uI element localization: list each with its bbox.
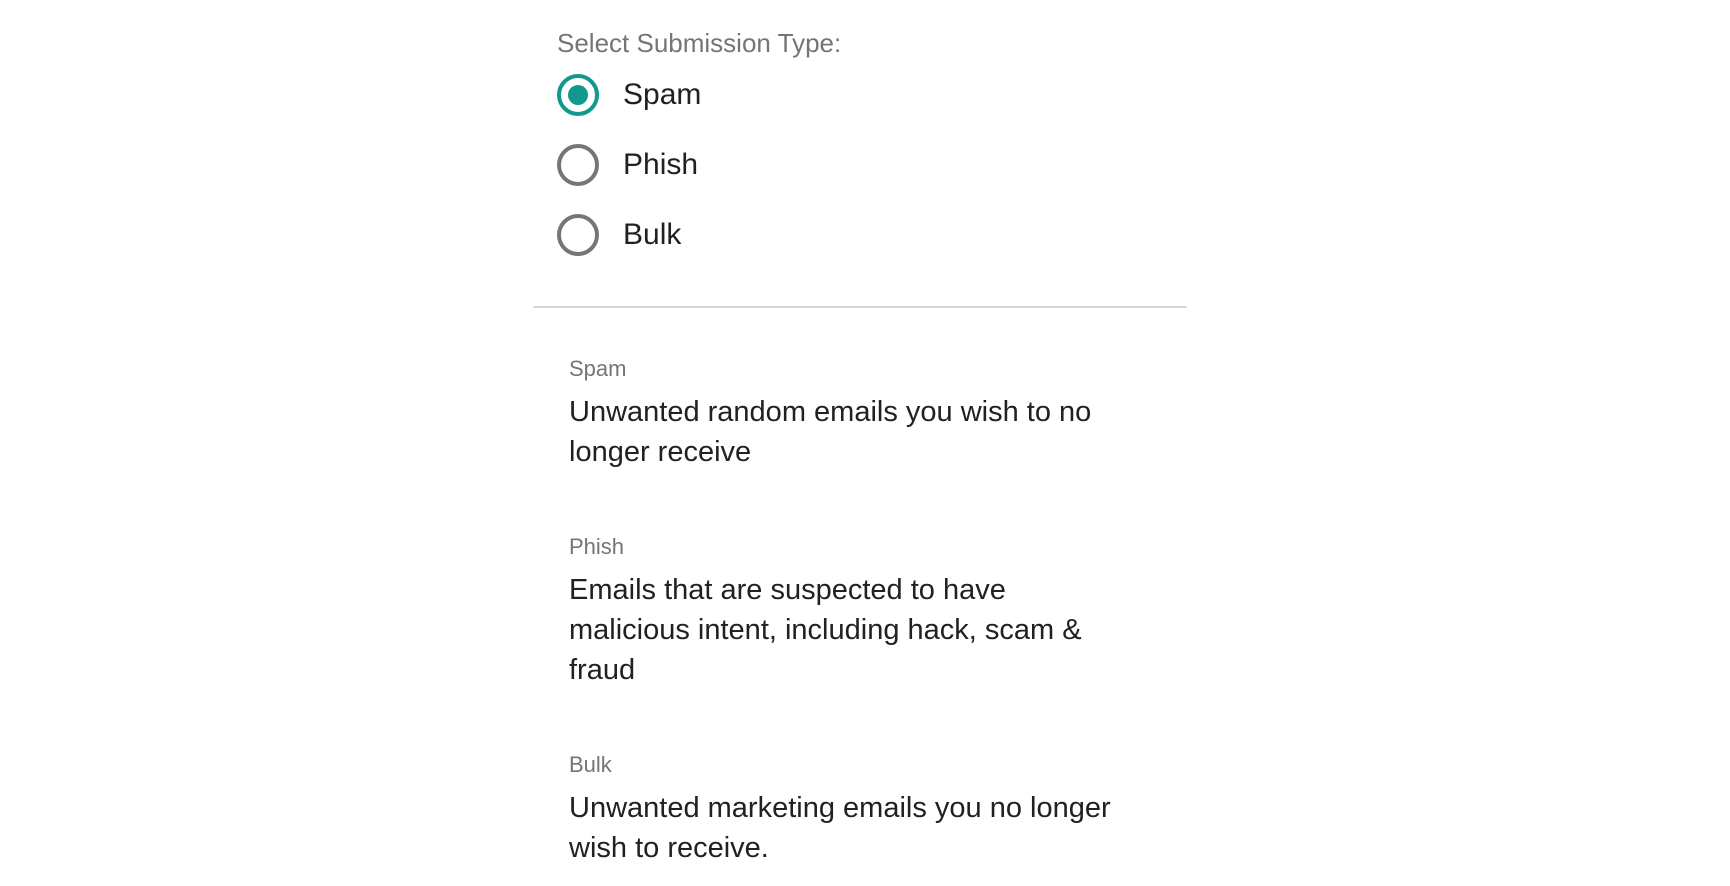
submission-form [533, 0, 1187, 868]
description-title-bulk: Bulk [569, 752, 612, 777]
description-section-phish [569, 532, 1187, 690]
divider [533, 306, 1187, 308]
submission-type-label: Select Submission Type: [557, 28, 842, 58]
description-title-spam: Spam [569, 356, 627, 381]
submission-type-radio-group [557, 60, 1187, 270]
description-section-spam [569, 354, 1187, 472]
radio-label-bulk: Bulk [623, 218, 682, 251]
radio-input-phish[interactable] [557, 144, 599, 186]
description-text-spam: Unwanted random emails you wish to no longer receive [569, 396, 1092, 468]
description-section-bulk [569, 750, 1187, 868]
radio-input-bulk[interactable] [557, 214, 599, 256]
description-title-phish: Phish [569, 534, 625, 559]
radio-option-spam[interactable] [557, 60, 1187, 130]
radio-label-phish: Phish [623, 148, 699, 181]
radio-dot-icon [568, 85, 588, 105]
radio-input-spam[interactable] [557, 74, 599, 116]
radio-option-bulk[interactable] [557, 200, 1187, 270]
description-text-phish: Emails that are suspected to have malicious intent, including hack, scam & fraud [569, 574, 1082, 686]
radio-option-phish[interactable] [557, 130, 1187, 200]
radio-label-spam: Spam [623, 78, 702, 111]
description-text-bulk: Unwanted marketing emails you no longer wish to receive. [569, 792, 1111, 864]
type-descriptions [569, 354, 1187, 868]
